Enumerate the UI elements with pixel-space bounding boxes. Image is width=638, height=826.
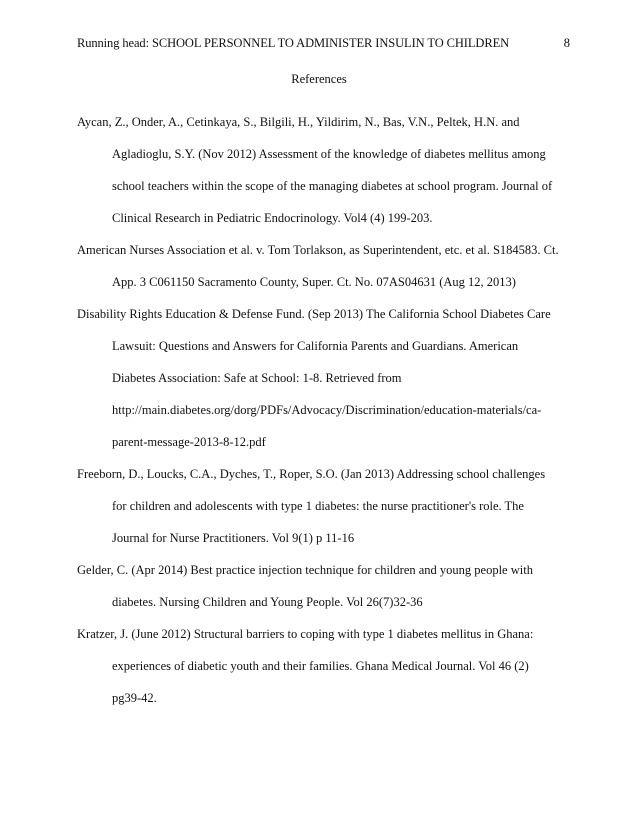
- reference-entry: [77, 618, 567, 714]
- reference-list: [77, 106, 567, 714]
- reference-line-first: Kratzer, J. (June 2012) Structural barriers to coping with type 1 diabetes mellitus in Ghana:: [77, 627, 534, 641]
- reference-line-continuation: for children and adolescents with type 1 diabetes: the nurse practitioner's role. The: [112, 499, 524, 513]
- reference-line-continuation: App. 3 C061150 Sacramento County, Super. Ct. No. 07AS04631 (Aug 12, 2013): [112, 275, 516, 289]
- page-number: 8: [563, 36, 570, 50]
- reference-line-continuation: Clinical Research in Pediatric Endocrinology. Vol4 (4) 199-203.: [112, 211, 433, 225]
- reference-entry: [77, 458, 567, 554]
- reference-line-continuation: school teachers within the scope of the managing diabetes at school program. Journal of: [112, 179, 553, 193]
- references-heading: References: [291, 72, 347, 86]
- reference-line-continuation: diabetes. Nursing Children and Young People. Vol 26(7)32-36: [112, 595, 423, 609]
- reference-line-continuation: Lawsuit: Questions and Answers for California Parents and Guardians. American: [112, 339, 519, 353]
- reference-line-first: Freeborn, D., Loucks, C.A., Dyches, T., Roper, S.O. (Jan 2013) Addressing school challenges: [77, 467, 546, 481]
- reference-line-first: Disability Rights Education & Defense Fund. (Sep 2013) The California School Diabetes Care: [77, 307, 551, 321]
- reference-line-continuation: Agladioglu, S.Y. (Nov 2012) Assessment of the knowledge of diabetes mellitus among: [112, 147, 546, 161]
- reference-line-first: American Nurses Association et al. v. Tom Torlakson, as Superintendent, etc. et al. S184583. Ct.: [77, 243, 559, 257]
- reference-entry: [77, 554, 567, 618]
- reference-line-first: Aycan, Z., Onder, A., Cetinkaya, S., Bilgili, H., Yildirim, N., Bas, V.N., Peltek, H.N. and: [77, 115, 520, 129]
- reference-line-continuation: experiences of diabetic youth and their families. Ghana Medical Journal. Vol 46 (2): [112, 659, 529, 673]
- reference-line-first: Gelder, C. (Apr 2014) Best practice injection technique for children and young people with: [77, 563, 533, 577]
- reference-entry: [77, 298, 567, 458]
- reference-entry: [77, 106, 567, 234]
- reference-line-continuation: http://main.diabetes.org/dorg/PDFs/Advocacy/Discrimination/education-materials/ca-: [112, 403, 542, 417]
- reference-line-continuation: Journal for Nurse Practitioners. Vol 9(1) p 11-16: [112, 531, 355, 545]
- reference-entry: [77, 234, 567, 298]
- reference-line-continuation: parent-message-2013-8-12.pdf: [112, 435, 266, 449]
- reference-line-continuation: pg39-42.: [112, 691, 157, 705]
- running-head: Running head: SCHOOL PERSONNEL TO ADMINISTER INSULIN TO CHILDREN: [77, 36, 510, 50]
- reference-line-continuation: Diabetes Association: Safe at School: 1-8. Retrieved from: [112, 371, 402, 385]
